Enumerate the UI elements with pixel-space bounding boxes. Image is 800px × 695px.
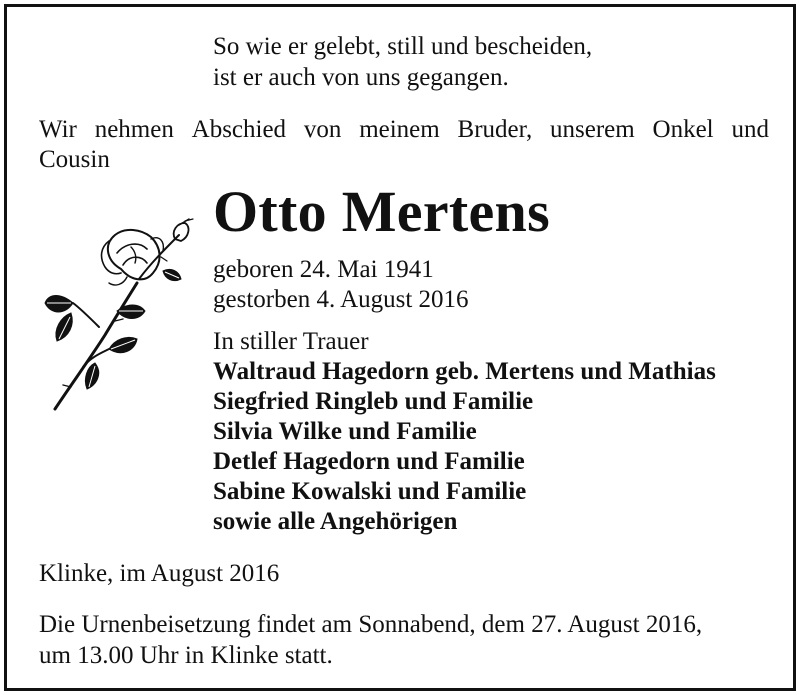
death-date: gestorben 4. August 2016 bbox=[213, 286, 469, 313]
mourner-name: Sabine Kowalski und Familie bbox=[213, 478, 527, 505]
mourners-section bbox=[213, 327, 716, 537]
intro-line-1 bbox=[39, 115, 769, 145]
mourner-name: Siegfried Ringleb und Familie bbox=[213, 388, 534, 415]
intro-word: unserem bbox=[550, 116, 635, 143]
motto-line-1: So wie er gelebt, still und bescheiden, bbox=[213, 33, 593, 60]
intro-word: nehmen bbox=[94, 116, 174, 143]
intro-word: Bruder, bbox=[457, 116, 533, 143]
intro-word: Wir bbox=[39, 116, 77, 143]
deceased-name: Otto Mertens bbox=[213, 179, 550, 244]
mourning-label: In stiller Trauer bbox=[213, 328, 369, 355]
rose-icon bbox=[43, 217, 203, 417]
motto-line-2: ist er auch von uns gegangen. bbox=[213, 64, 509, 91]
mourner-name: Detlef Hagedorn und Familie bbox=[213, 448, 525, 475]
intro-word: von bbox=[303, 116, 342, 143]
birth-date: geboren 24. Mai 1941 bbox=[213, 256, 434, 283]
intro-word: Onkel bbox=[652, 116, 714, 143]
burial-line-1: Die Urnenbeisetzung findet am Sonnabend, dem 27. August 2016, bbox=[39, 611, 703, 638]
place-and-date: Klinke, im August 2016 bbox=[39, 560, 280, 587]
intro-word: meinem bbox=[359, 116, 440, 143]
obituary-frame bbox=[4, 4, 796, 691]
mourner-name: sowie alle Angehörigen bbox=[213, 508, 458, 535]
intro-word: Abschied bbox=[191, 116, 287, 143]
intro-line-2: Cousin bbox=[39, 146, 110, 173]
life-dates bbox=[213, 255, 469, 315]
mourner-name: Waltraud Hagedorn geb. Mertens und Mathias bbox=[213, 358, 716, 385]
burial-line-2: um 13.00 Uhr in Klinke statt. bbox=[39, 642, 333, 669]
mourner-name: Silvia Wilke und Familie bbox=[213, 418, 477, 445]
burial-notice bbox=[39, 609, 702, 671]
intro-word: und bbox=[731, 116, 769, 143]
farewell-intro bbox=[39, 115, 769, 175]
motto bbox=[213, 31, 592, 93]
